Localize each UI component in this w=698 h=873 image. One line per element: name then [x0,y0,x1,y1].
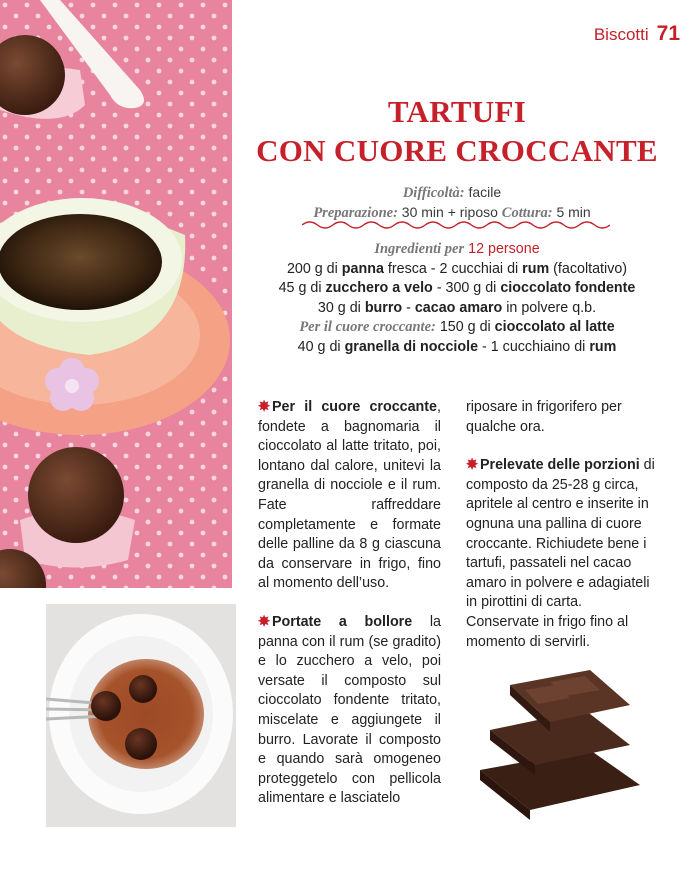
cook-label: Cottura: [501,205,553,221]
recipe-info [242,183,662,223]
title-line-2: CON CUORE CROCCANTE [256,133,658,168]
truffles-coffee-photo [0,0,232,588]
asterisk-bullet-icon: ✸ [466,457,478,474]
ingredient-line: Per il cuore croccante: 150 g di cioccolato al latte [299,319,615,336]
cook-value: 5 min [556,204,591,220]
step-1: ✸ Per il cuore croccante, fondete a bagnomaria il cioccolato al latte tritato, poi, lontano dal calore, unitevi la granella di nocciole e il rum. Fate raffreddare completamente e formate delle palline da 8 g ciascuna da conservare in frigo, fino al momento dell’uso. [258,399,441,592]
step-2: ✸ Portate a bollore la panna con il rum (se gradito) e lo zucchero a velo, poi versate il composto sul cioccolato fondente tritato, miscelate e aggiungete il burro. Lavorate il composto e quando sarà omogeneo proteggetelo con pellicola alimentare e lasciatelo [258,613,442,807]
difficulty-value: facile [468,184,502,200]
ingredient-line: 40 g di granella di nocciole - 1 cucchiaino di rum [297,338,617,355]
prep-value: 30 min + riposo [401,204,498,220]
servings: 12 persone [468,241,540,257]
prep-label: Preparazione: [313,205,398,221]
truffles-plate-photo [46,604,236,827]
ingredient-line: 200 g di panna fresca - 2 cucchiai di rum (facoltativo) [286,260,628,277]
section-name: Biscotti [593,25,649,44]
title-line-1: TARTUFI [387,94,527,129]
steps-column-1 [258,398,441,809]
asterisk-bullet-icon: ✸ [258,399,270,415]
asterisk-bullet-icon: ✸ [258,613,270,630]
page-number: 71 [656,22,680,45]
step-3: ✸ Prelevate delle porzioni di composto da 25-28 g circa, apritele al centro e inserite in ognuna una pallina di cuore croccante. Richiudete bene i tartufi, passateli nel cacao amaro in polvere e adagiateli in pirottini di carta. Conservate in frigo fino al momento di servirli. [466,457,655,650]
chocolate-pieces-photo [470,660,650,830]
step-2-continued: riposare in frigorifero per qualche ora. [466,399,622,435]
ingredient-line: 30 g di burro - cacao amaro in polvere q.b. [317,299,597,316]
wavy-divider [302,219,610,231]
ingredients-label: Ingredienti per [374,241,465,257]
steps-column-2 [466,398,656,652]
page-header [594,22,680,46]
difficulty-row [242,183,662,203]
ingredients-header [242,240,672,260]
ingredients-list [242,240,672,358]
recipe-title [242,92,672,170]
difficulty-label: Difficoltà: [402,185,465,201]
ingredient-line: 45 g di zucchero a velo - 300 g di cioccolato fondente [278,280,636,297]
